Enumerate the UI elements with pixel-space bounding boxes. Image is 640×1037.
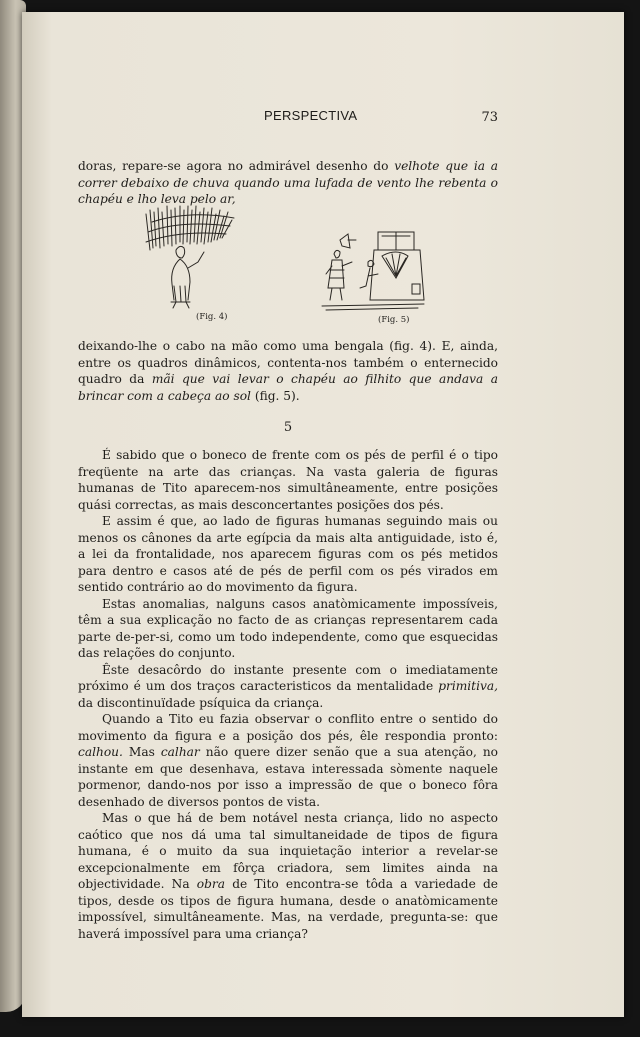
- running-title: PERSPECTIVA: [264, 108, 358, 123]
- text-run: não quere dizer senão que a sua atenção, no instante em que desenhava, estava interessada sòmente naquele pormenor, dando-nos por isso a impressão de que o boneco fôra desenhado de diversos pontos de vista.: [78, 745, 499, 809]
- body-paragraph: [78, 711, 498, 810]
- body-paragraph: E assim é que, ao lado de figuras humanas seguindo mais ou menos os cânones da arte egípcia da mais alta antiguidade, isto é, a lei da frontalidade, nos aparecem figuras com os pés metidos para dentro e casos até de pés de perfil com os pés virados em sentido contrário ao do movimento da figura.: [78, 514, 498, 594]
- section-number: 5: [283, 420, 293, 435]
- figure-4-caption: (Fig. 4): [196, 312, 228, 322]
- text-run: Mas: [122, 745, 161, 759]
- italic-run: primitiva,: [438, 679, 498, 693]
- italic-run: calhou.: [78, 745, 123, 759]
- figure-5-caption: (Fig. 5): [378, 315, 410, 325]
- italic-run: calhar: [160, 745, 200, 759]
- text-run: Quando a Tito eu fazia observar o conflito entre o sentido do movimento da figura e a posição dos pés, êle respondia pronto:: [78, 712, 498, 743]
- text-run: Êste desacôrdo do instante presente com o imediatamente próximo é um dos traços caracteristicos da mentalidade: [78, 662, 498, 693]
- text-run: deixando-lhe o cabo na mão como uma bengala (fig. 4). E, ainda, entre os quadros dinâmicos, contenta-nos também o enternecido quadro da: [78, 339, 498, 386]
- text-run: da discontinuïdade psíquica da criança.: [78, 695, 324, 710]
- body-paragraph: [78, 810, 498, 942]
- body-paragraph: É sabido que o boneco de frente com os pés de perfil é o tipo freqüente na arte das crianças. Na vasta galeria de figuras humanas de Tito aparecem-nos simultâneamente, entre posições quási correctas, as mais desconcertantes posições dos pés.: [78, 448, 498, 512]
- text-run: Mas o que há de bem notável nesta criança, lido no aspecto caótico que nos dá uma tal simultaneidade de tipos de figura humana, é o muito da sua inquietação interior a revelar-se excepcionalmente em fôrça criadora, sem limites ainda na objectividade. Na: [78, 811, 498, 891]
- figure-4-drawing-old-man-umbrella: [140, 202, 240, 312]
- figure-5-drawing-mother-child: [320, 226, 430, 312]
- figures-row: [78, 202, 498, 330]
- body-paragraph: Estas anomalias, nalguns casos anatòmicamente impossíveis, têm a sua explicação no facto de as crianças representarem cada parte de-per-si, como um todo independente, como que esquecidas das relações do conjunto.: [78, 596, 498, 660]
- text-run: (fig. 5).: [250, 388, 300, 403]
- text-run: doras, repare-se agora no admirável desenho do: [78, 159, 395, 173]
- italic-run: velhote que ia a correr debaixo de chuva quando uma lufada de vento lhe rebenta o chapéu e lho leva pelo ar,: [78, 159, 498, 206]
- italic-run: mãi que vai levar o chapéu ao filhito que andava a brincar com a cabeça ao sol: [78, 372, 499, 403]
- italic-run: obra: [196, 877, 226, 891]
- text-run: de Tito encontra-se tôda a variedade de tipos, desde os tipos de figura humana, desde o anatòmicamente impossível, simultâneamente. Mas, na verdade, pregunta-se: que haverá impossível para uma criança?: [78, 877, 499, 941]
- body-paragraph: [78, 662, 498, 712]
- section-body: [78, 447, 498, 942]
- page-number: 73: [481, 110, 498, 125]
- running-header: [78, 108, 498, 128]
- paragraph-continued: [78, 158, 498, 208]
- paragraph-figures: [78, 338, 498, 404]
- book-page: [22, 12, 624, 1017]
